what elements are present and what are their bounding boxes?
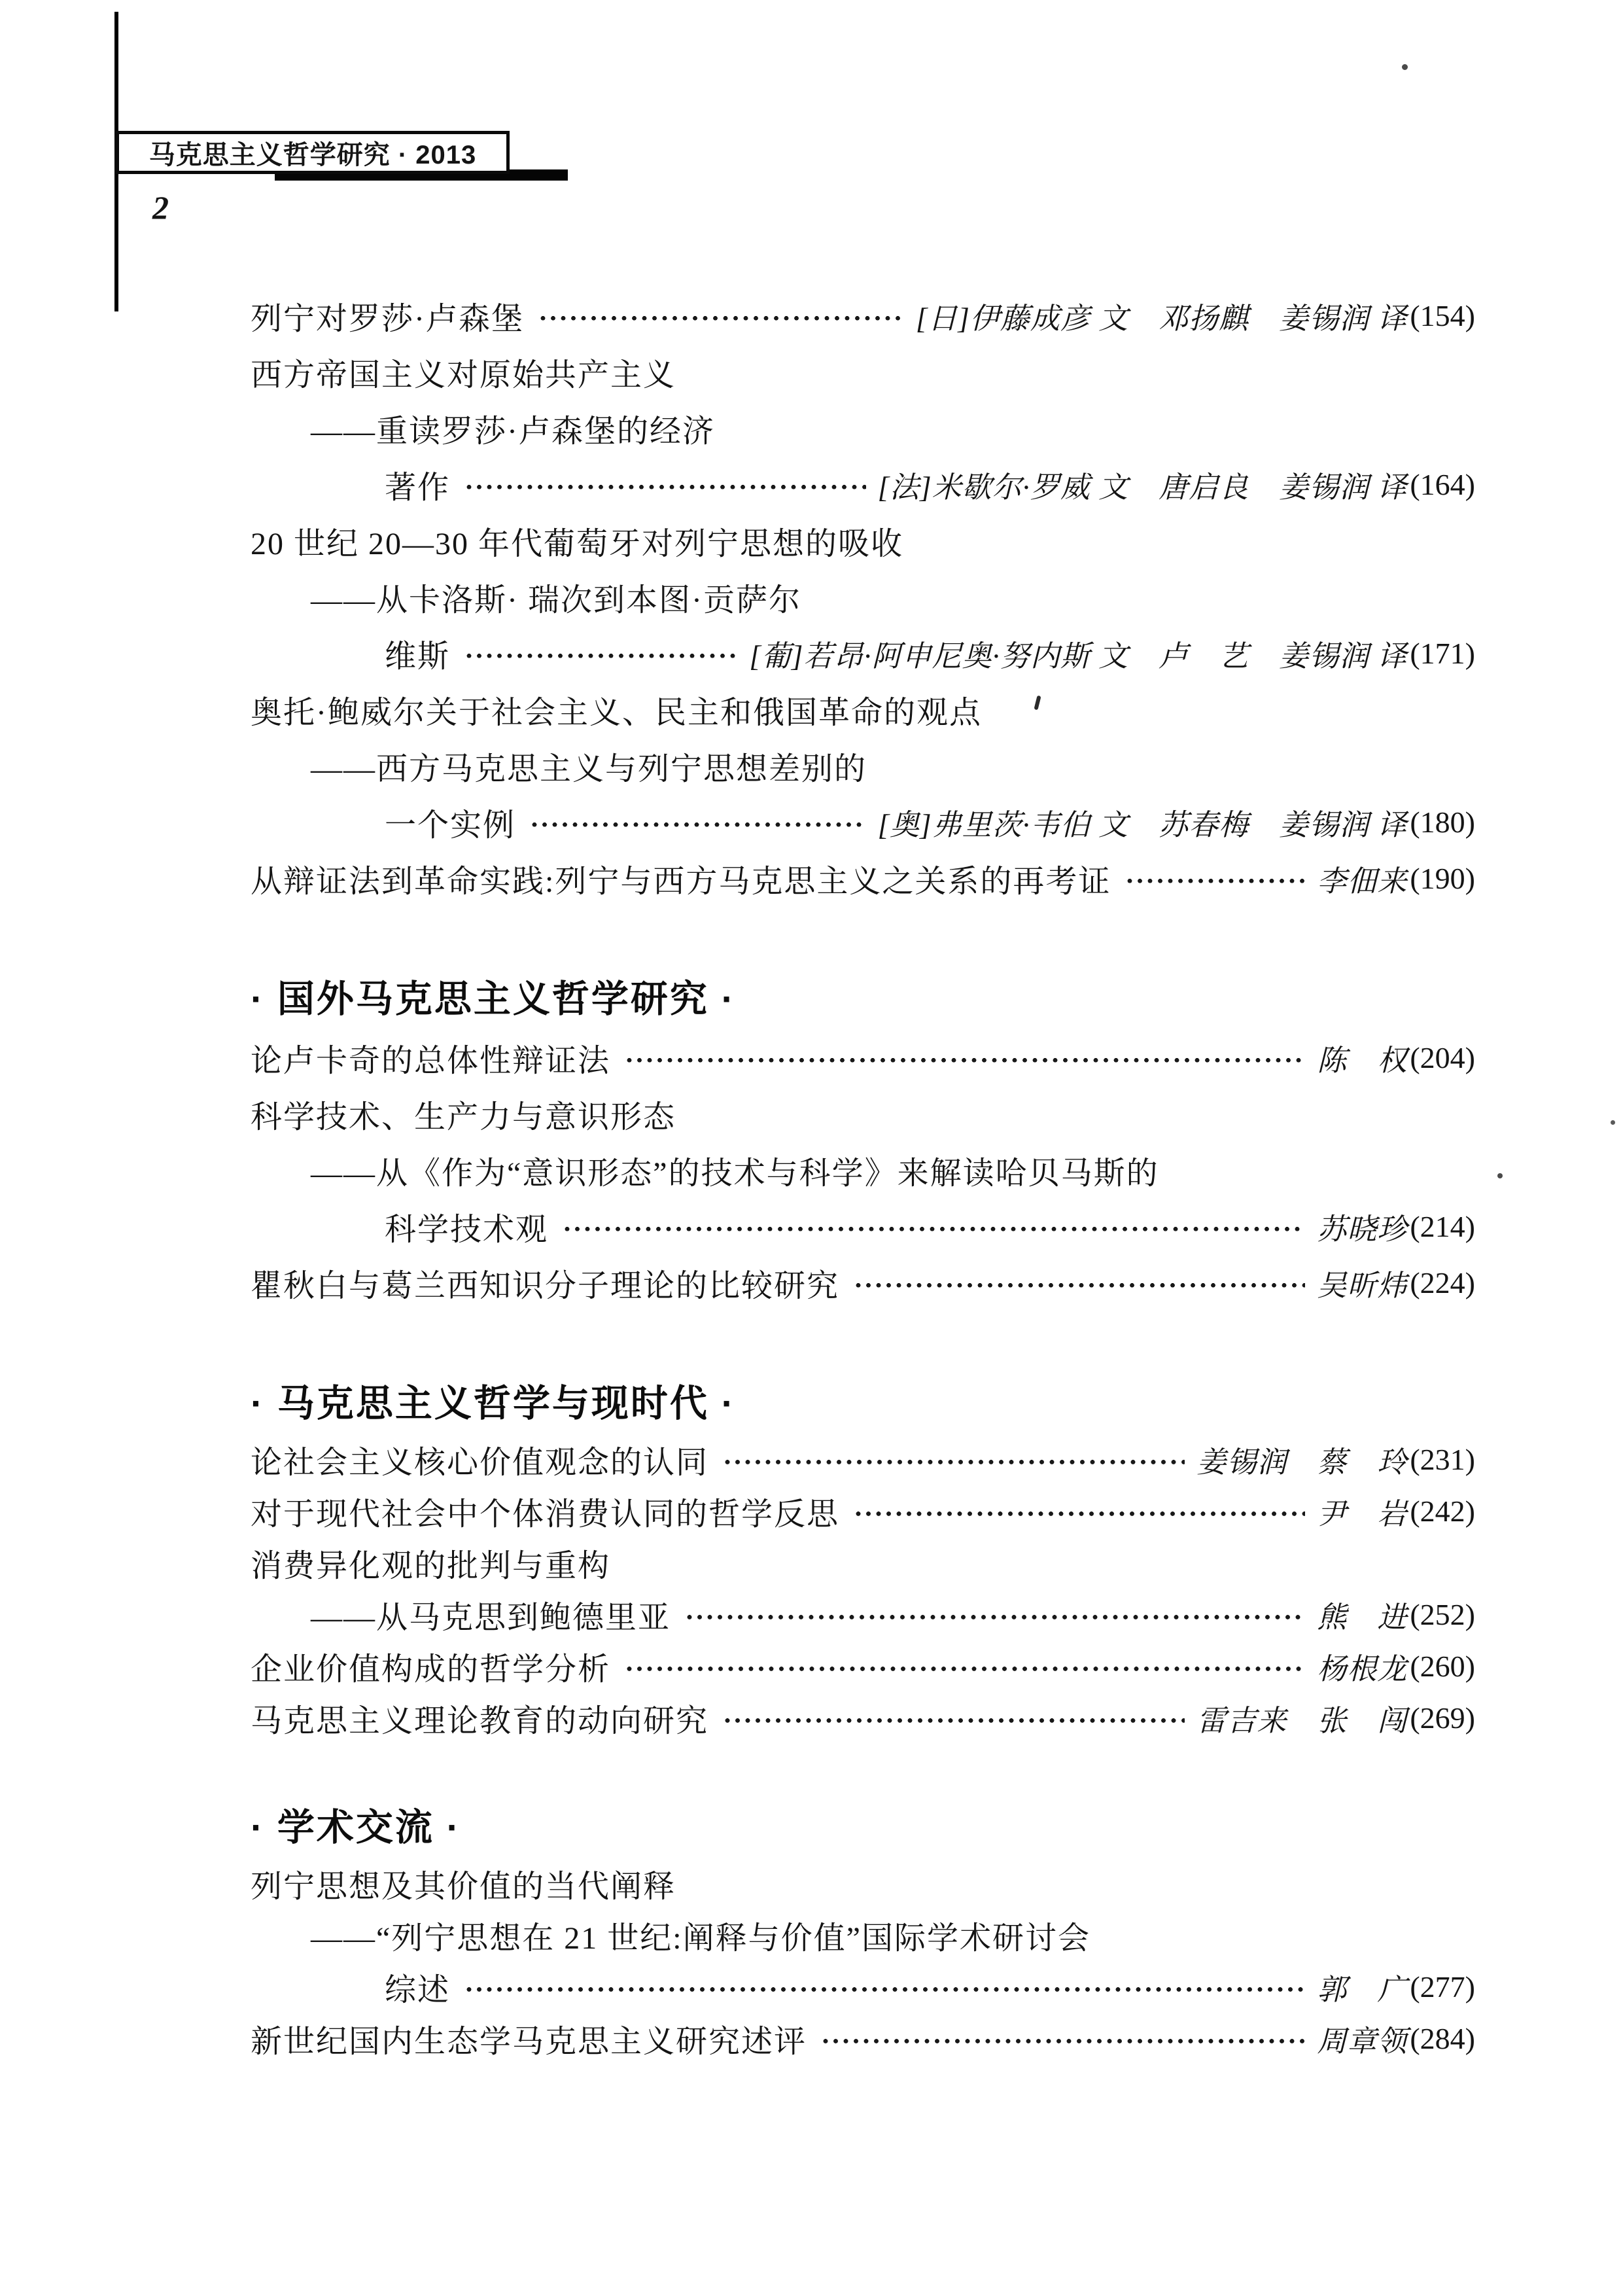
toc-entry <box>251 1858 1475 1909</box>
dot-leader <box>625 1640 1305 1692</box>
section-heading: · 学术交流 · <box>251 1807 461 1848</box>
entry-title: 从辩证法到革命实践:列宁与西方马克思主义之关系的再考证 <box>251 864 1111 899</box>
toc-entry <box>251 2013 1475 2064</box>
toc-entry <box>251 1198 1475 1254</box>
entry-authors: [葡]若昂·阿申尼奥·努内斯 文 卢 艺 姜锡润 译 <box>749 639 1408 673</box>
dot-leader <box>1125 850 1305 906</box>
entry-authors: 苏晓珍 <box>1317 1212 1408 1246</box>
toc-entry <box>251 625 1475 681</box>
entry-authors: 杨根龙 <box>1317 1653 1408 1686</box>
toc-entry <box>251 1485 1475 1537</box>
entry-page: (242) <box>1410 1494 1475 1528</box>
entry-title: 消费异化观的批判与重构 <box>251 1549 611 1583</box>
dot-leader <box>854 1485 1305 1537</box>
entry-page: (171) <box>1410 636 1475 670</box>
entry-title: 对于现代社会中个体消费认同的哲学反思 <box>251 1497 840 1532</box>
entry-title: 维斯 <box>385 639 451 674</box>
journal-title: 马克思主义哲学研究 · 2013 <box>148 140 477 169</box>
entry-title: 科学技术、生产力与意识形态 <box>251 1099 676 1135</box>
entry-page: (252) <box>1410 1598 1475 1631</box>
entry-authors: [法]米歇尔·罗威 文 唐启良 姜锡润 译 <box>877 470 1408 504</box>
toc-entry-subtitle <box>251 1909 1475 1961</box>
toc-entry <box>251 287 1475 344</box>
entry-title: ——从马克思到鲍德里亚 <box>311 1600 671 1635</box>
entry-title: 列宁对罗莎·卢森堡 <box>251 301 524 336</box>
entry-title: 企业价值构成的哲学分析 <box>251 1652 611 1687</box>
toc-entry <box>251 1086 1475 1142</box>
scan-artifact <box>1611 1120 1615 1125</box>
dot-leader <box>530 794 866 850</box>
toc-entry-subtitle <box>251 1589 1475 1640</box>
entry-title: 马克思主义理论教育的动向研究 <box>251 1704 709 1739</box>
entry-page: (204) <box>1410 1040 1475 1074</box>
entry-title: 一个实例 <box>385 807 516 843</box>
dot-leader <box>464 625 737 681</box>
dot-leader <box>685 1589 1305 1640</box>
entry-authors: 周章领 <box>1317 2025 1408 2058</box>
scan-artifact <box>1497 1173 1503 1178</box>
entry-title: ——从《作为“意识形态”的技术与科学》来解读哈贝马斯的 <box>311 1156 1159 1191</box>
toc-entry <box>251 794 1475 850</box>
dot-leader <box>821 2013 1305 2064</box>
journal-title-box <box>116 131 510 174</box>
toc-group-lenin-studies <box>251 287 1475 906</box>
entry-title: ——西方马克思主义与列宁思想差别的 <box>311 751 867 786</box>
dot-leader <box>723 1434 1185 1485</box>
entry-page: (164) <box>1410 467 1475 501</box>
toc-group-marxism-modern-era <box>251 1372 1475 1744</box>
scan-artifact <box>1402 64 1408 70</box>
entry-page: (277) <box>1410 1970 1475 2004</box>
entry-page: (260) <box>1410 1650 1475 1683</box>
entry-page: (180) <box>1410 805 1475 839</box>
entry-authors: [日]伊藤成彦 文 邓扬麒 姜锡润 译 <box>915 302 1408 335</box>
entry-authors: 尹 岩 <box>1317 1498 1408 1530</box>
entry-title: ——重读罗莎·卢森堡的经济 <box>311 414 715 449</box>
entry-authors: 郭 广 <box>1317 1973 1408 2006</box>
toc-entry-subtitle <box>251 1142 1475 1198</box>
toc-entry <box>251 681 1475 737</box>
table-of-contents <box>251 287 1475 2064</box>
entry-title: 著作 <box>385 470 451 505</box>
dot-leader <box>625 1029 1305 1086</box>
toc-entry <box>251 1254 1475 1311</box>
dot-leader <box>854 1254 1305 1311</box>
section-heading: · 国外马克思主义哲学研究 · <box>251 978 736 1020</box>
entry-title: 论社会主义核心价值观念的认同 <box>251 1445 709 1480</box>
entry-title: 科学技术观 <box>385 1212 549 1247</box>
toc-entry-subtitle <box>251 400 1475 456</box>
entry-title: 列宁思想及其价值的当代阐释 <box>251 1869 676 1904</box>
dot-leader <box>464 456 866 512</box>
dot-leader <box>464 1961 1305 2013</box>
entry-title: 新世纪国内生态学马克思主义研究述评 <box>251 2024 807 2059</box>
page-number: 2 <box>152 189 169 226</box>
entry-title: 综述 <box>385 1973 451 2007</box>
entry-title: 论卢卡奇的总体性辩证法 <box>251 1043 611 1078</box>
entry-authors: 李佃来 <box>1317 864 1408 898</box>
toc-entry <box>251 512 1475 569</box>
entry-authors: 雷吉来 张 闯 <box>1196 1704 1408 1737</box>
toc-entry <box>251 1537 1475 1589</box>
toc-entry <box>251 850 1475 906</box>
entry-page: (224) <box>1410 1265 1475 1299</box>
toc-entry <box>251 1029 1475 1086</box>
entry-title: 瞿秋白与葛兰西知识分子理论的比较研究 <box>251 1268 840 1303</box>
entry-authors: 熊 进 <box>1317 1601 1408 1634</box>
dot-leader <box>563 1198 1305 1254</box>
entry-page: (154) <box>1410 298 1475 332</box>
toc-entry-subtitle <box>251 569 1475 625</box>
entry-title: 20 世纪 20—30 年代葡萄牙对列宁思想的吸收 <box>251 526 904 561</box>
toc-entry <box>251 1961 1475 2013</box>
entry-page: (269) <box>1410 1701 1475 1735</box>
entry-page: (284) <box>1410 2022 1475 2055</box>
toc-entry <box>251 1640 1475 1692</box>
entry-page: (214) <box>1410 1209 1475 1243</box>
entry-authors: [奥]弗里茨·韦伯 文 苏春梅 姜锡润 译 <box>877 808 1408 841</box>
entry-page: (190) <box>1410 861 1475 895</box>
toc-entry-subtitle <box>251 737 1475 794</box>
entry-authors: 姜锡润 蔡 玲 <box>1196 1446 1408 1479</box>
toc-entry <box>251 1434 1475 1485</box>
entry-title: 奥托·鲍威尔关于社会主义、民主和俄国革命的观点 <box>251 695 982 730</box>
entry-page: (231) <box>1410 1443 1475 1476</box>
toc-entry <box>251 344 1475 400</box>
section-heading: · 马克思主义哲学与现时代 · <box>251 1383 736 1424</box>
entry-title: 西方帝国主义对原始共产主义 <box>251 357 676 393</box>
toc-group-academic-exchange <box>251 1796 1475 2064</box>
toc-group-foreign-marxism <box>251 968 1475 1311</box>
entry-authors: 吴昕炜 <box>1317 1269 1408 1302</box>
toc-entry <box>251 456 1475 512</box>
toc-entry <box>251 1692 1475 1744</box>
dot-leader <box>723 1692 1185 1744</box>
entry-title: ——从卡洛斯· 瑞次到本图·贡萨尔 <box>311 582 801 618</box>
dot-leader <box>538 287 904 344</box>
entry-title: ——“列宁思想在 21 世纪:阐释与价值”国际学术研讨会 <box>311 1921 1091 1956</box>
entry-authors: 陈 权 <box>1317 1044 1408 1077</box>
